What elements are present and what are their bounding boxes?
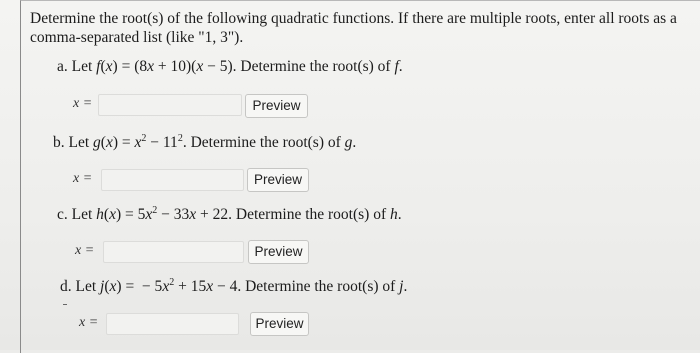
preview-a-button[interactable]: Preview [245, 94, 308, 118]
question-c: c. Let $h(x) = 5x^2 - 33x + 22$. Determine the root(s) of h. [57, 205, 402, 223]
answer-c-label: x = [75, 243, 95, 258]
answer-d-label: x = [79, 315, 99, 330]
preview-d-button[interactable]: Preview [250, 312, 309, 336]
question-d: d. Let j(x) = − $5x^2 + 15x - 4$. Determine the root(s) of j. [60, 277, 408, 295]
question-a: a. Let f(x) = (8x + 10)(x − 5). Determine the root(s) of f. [57, 58, 403, 75]
answer-b-label: x = [73, 171, 93, 186]
question-b: b. Let $g(x) = x^2 - 11^2$. Determine the root(s) of g. [53, 133, 357, 151]
answer-b-input[interactable] [101, 169, 244, 191]
question-b-letter: b. [53, 134, 65, 151]
preview-b-button[interactable]: Preview [247, 168, 309, 192]
answer-a-label: x = [73, 96, 93, 111]
question-d-letter: d. [60, 278, 72, 295]
stray-mark [63, 304, 67, 305]
answer-c-input[interactable] [103, 241, 244, 263]
question-c-letter: c. [57, 206, 68, 223]
answer-a-input[interactable] [98, 94, 242, 116]
answer-d-input[interactable] [106, 313, 239, 335]
instructions-text: Determine the root(s) of the following quadratic functions. If there are multiple roots, enter all roots as a comma-separated list (like "1, 3"). [30, 10, 677, 46]
preview-c-button[interactable]: Preview [248, 240, 309, 264]
question-a-letter: a. [57, 58, 68, 75]
